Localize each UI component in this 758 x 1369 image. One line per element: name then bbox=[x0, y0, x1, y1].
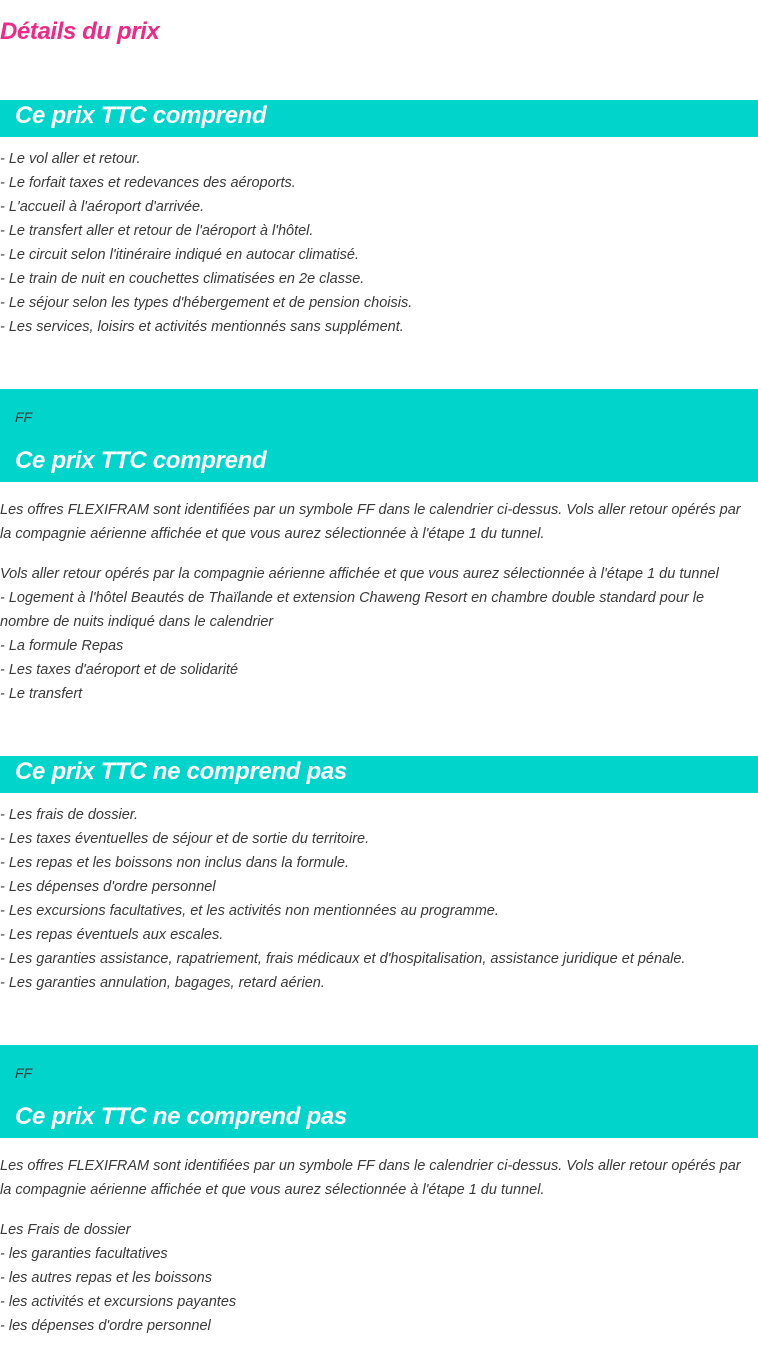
detail-line: - les activités et excursions payantes bbox=[0, 1294, 237, 1310]
list-item: - Les dépenses d'ordre personnel bbox=[0, 879, 216, 895]
list-item: - Le circuit selon l'itinéraire indiqué en autocar climatisé. bbox=[0, 247, 359, 263]
excludes-list bbox=[0, 803, 685, 995]
detail-line: - Logement à l'hôtel Beautés de Thaïlande et extension Chaweng Resort en chambre double standard pour le nombre de nuits indiqué dans le calendrier bbox=[0, 590, 705, 630]
ff-includes-intro: Les offres FLEXIFRAM sont identifiées par un symbole FF dans le calendrier ci-dessus. Vols aller retour opérés par la compagnie aérienne affichée et que vous aurez sélectionnée à l'étape 1 du tunnel. bbox=[0, 502, 741, 542]
detail-line: - les garanties facultatives bbox=[0, 1246, 168, 1262]
list-item: - Les repas éventuels aux escales. bbox=[0, 927, 224, 943]
detail-line: - Le transfert bbox=[0, 686, 83, 702]
includes-list bbox=[0, 147, 412, 339]
list-item: - Les repas et les boissons non inclus dans la formule. bbox=[0, 855, 349, 871]
list-item: - Les frais de dossier. bbox=[0, 807, 139, 823]
list-item: - Le vol aller et retour. bbox=[0, 151, 141, 167]
list-item: - Les garanties annulation, bagages, retard aérien. bbox=[0, 975, 325, 991]
list-item: - Le train de nuit en couchettes climatisées en 2e classe. bbox=[0, 271, 365, 287]
list-item: - Le forfait taxes et redevances des aéroports. bbox=[0, 175, 296, 191]
list-item: - Les excursions facultatives, et les activités non mentionnées au programme. bbox=[0, 903, 499, 919]
list-item: - Le transfert aller et retour de l'aéroport à l'hôtel. bbox=[0, 223, 314, 239]
detail-line: Vols aller retour opérés par la compagnie aérienne affichée et que vous aurez sélectionnée à l'étape 1 du tunnel bbox=[0, 566, 719, 582]
list-item: - Les services, loisirs et activités mentionnés sans supplément. bbox=[0, 319, 404, 335]
detail-line: - Les taxes d'aéroport et de solidarité bbox=[0, 662, 239, 678]
ff-badge: FF bbox=[15, 1065, 33, 1081]
detail-line: - les autres repas et les boissons bbox=[0, 1270, 212, 1286]
section-title-ff-includes: Ce prix TTC comprend bbox=[15, 447, 267, 474]
list-item: - Les garanties assistance, rapatriement, frais médicaux et d'hospitalisation, assistance juridique et pénale. bbox=[0, 951, 686, 967]
ff-includes-details bbox=[0, 562, 752, 706]
detail-line: - les dépenses d'ordre personnel bbox=[0, 1318, 211, 1334]
detail-line: - La formule Repas bbox=[0, 638, 124, 654]
section-title-excludes: Ce prix TTC ne comprend pas bbox=[15, 758, 347, 785]
section-header-excludes bbox=[0, 756, 758, 793]
list-item: - L'accueil à l'aéroport d'arrivée. bbox=[0, 199, 205, 215]
page-title: Détails du prix bbox=[0, 18, 160, 45]
section-header-includes bbox=[0, 100, 758, 137]
section-header-ff-excludes bbox=[0, 1045, 758, 1138]
section-title-ff-excludes: Ce prix TTC ne comprend pas bbox=[15, 1103, 347, 1130]
list-item: - Le séjour selon les types d'hébergement et de pension choisis. bbox=[0, 295, 413, 311]
detail-line: Les Frais de dossier bbox=[0, 1222, 131, 1238]
section-header-ff-includes bbox=[0, 389, 758, 482]
section-title-includes: Ce prix TTC comprend bbox=[15, 102, 267, 129]
ff-excludes-intro: Les offres FLEXIFRAM sont identifiées par un symbole FF dans le calendrier ci-dessus. Vols aller retour opérés par la compagnie aérienne affichée et que vous aurez sélectionnée à l'étape 1 du tunnel. bbox=[0, 1158, 741, 1198]
list-item: - Les taxes éventuelles de séjour et de sortie du territoire. bbox=[0, 831, 370, 847]
ff-badge: FF bbox=[15, 409, 33, 425]
ff-excludes-details bbox=[0, 1218, 752, 1338]
